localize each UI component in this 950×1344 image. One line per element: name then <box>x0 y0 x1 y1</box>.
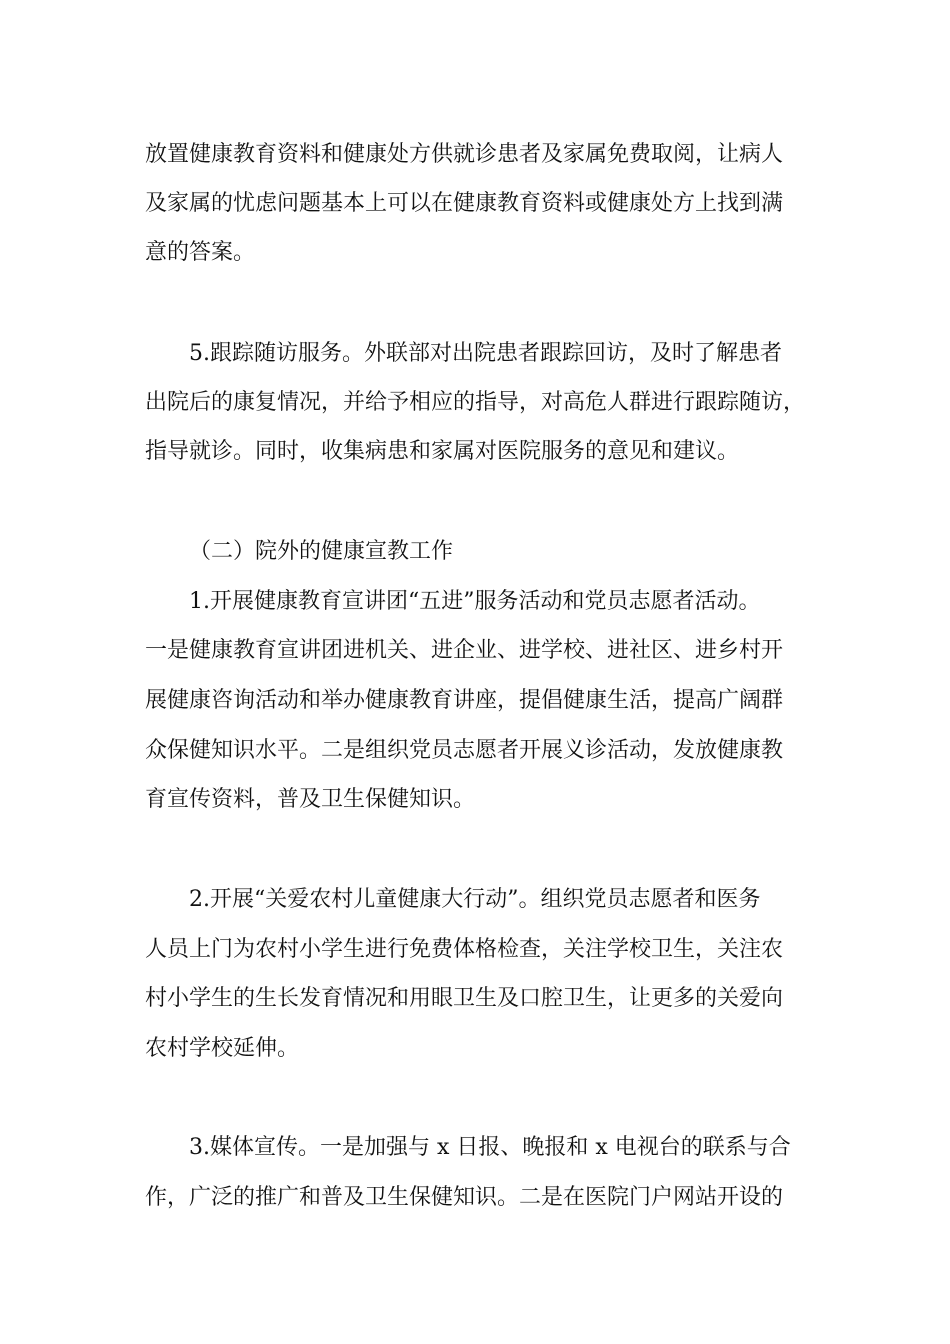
paragraph-line: 作，广泛的推广和普及卫生保健知识。二是在医院门户网站开设的 <box>145 1185 784 1210</box>
paragraph-line: 5.跟踪随访服务。外联部对出院患者跟踪回访，及时了解患者 <box>189 341 782 366</box>
paragraph-line: 及家属的忧虑问题基本上可以在健康教育资料或健康处方上找到满 <box>145 191 784 216</box>
paragraph-line: 出院后的康复情况，并给予相应的指导，对高危人群进行跟踪随访， <box>145 390 806 415</box>
paragraph-line: 一是健康教育宣讲团进机关、进企业、进学校、进社区、进乡村开 <box>145 638 784 663</box>
paragraph-line: 1.开展健康教育宣讲团“五进”服务活动和党员志愿者活动。 <box>189 589 761 614</box>
paragraph-line: 农村学校延伸。 <box>145 1036 300 1061</box>
paragraph-line: 意的答案。 <box>145 240 256 265</box>
paragraph-line: 放置健康教育资料和健康处方供就诊患者及家属免费取阅，让病人 <box>145 142 784 167</box>
paragraph-line: 人员上门为农村小学生进行免费体格检查，关注学校卫生，关注农 <box>145 937 784 962</box>
paragraph-line: 3.媒体宣传。一是加强与 x 日报、晚报和 x 电视台的联系与合 <box>189 1135 791 1160</box>
paragraph-line: 村小学生的生长发育情况和用眼卫生及口腔卫生，让更多的关爱向 <box>145 986 784 1011</box>
paragraph-line: 众保健知识水平。二是组织党员志愿者开展义诊活动，发放健康教 <box>145 738 784 763</box>
paragraph-line: 指导就诊。同时，收集病患和家属对医院服务的意见和建议。 <box>145 439 740 464</box>
paragraph-line: 2.开展“关爱农村儿童健康大行动”。组织党员志愿者和医务 <box>189 887 761 912</box>
paragraph-line: 展健康咨询活动和举办健康教育讲座，提倡健康生活，提高广阔群 <box>145 688 784 713</box>
paragraph-line: 育宣传资料，普及卫生保健知识。 <box>145 787 476 812</box>
section-heading: （二）院外的健康宣教工作 <box>189 539 454 564</box>
